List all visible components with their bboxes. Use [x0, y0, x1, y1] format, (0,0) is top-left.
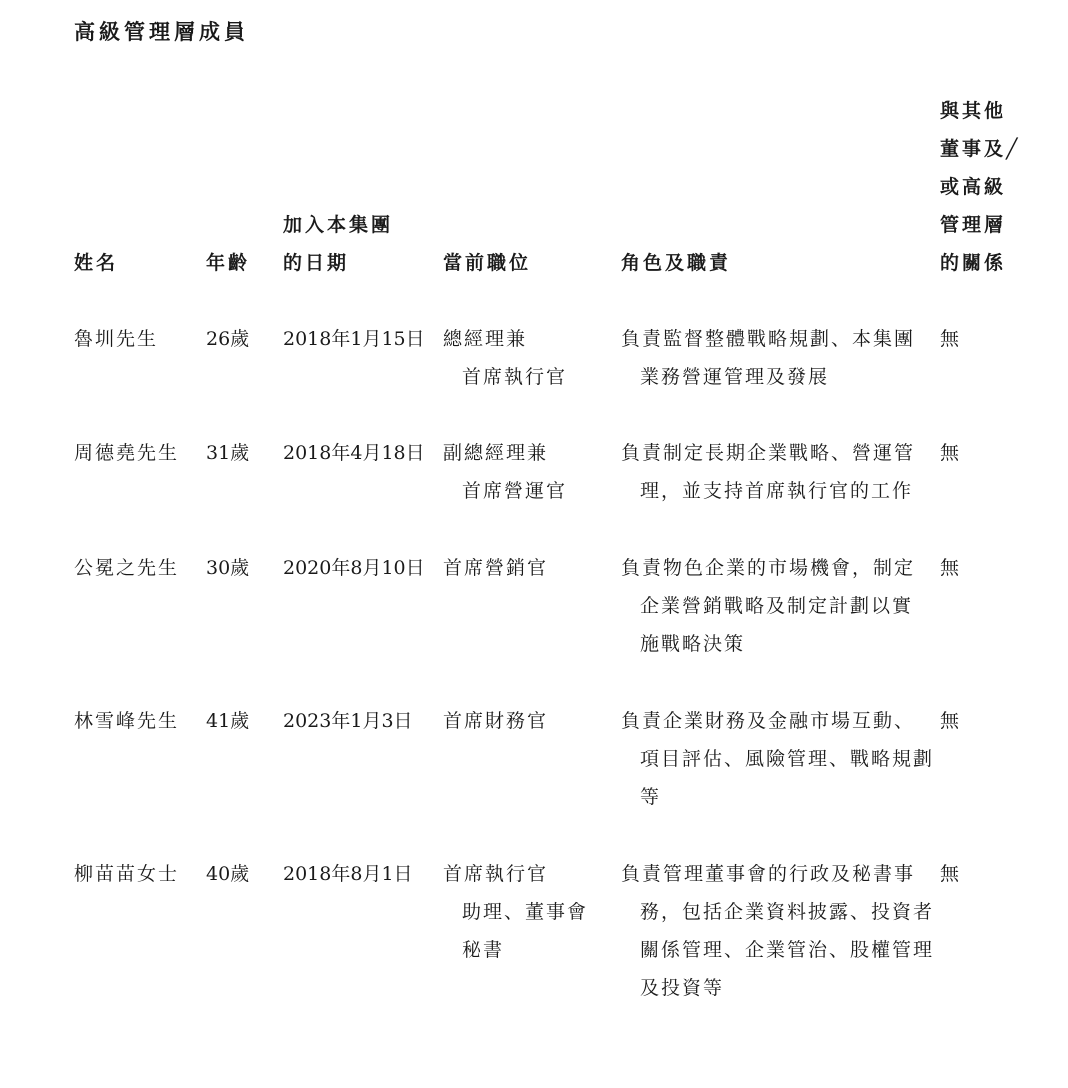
member-position: 總經理兼 首席執行官: [443, 328, 568, 388]
member-position: 首席營銷官: [443, 557, 549, 579]
header-position: 當前職位: [443, 252, 532, 274]
member-age: 31歲: [206, 442, 250, 464]
member-role: 負責物色企業的市場機會，制定 企業營銷戰略及制定計劃以實 施戰略決策: [621, 557, 916, 655]
member-age: 30歲: [206, 557, 250, 579]
header-age: 年齡: [206, 252, 251, 274]
member-position: 首席財務官: [443, 710, 549, 732]
header-role: 角色及職責: [621, 252, 732, 274]
member-relationship: 無: [940, 557, 962, 579]
member-relationship: 無: [940, 863, 962, 885]
member-name: 柳苗苗女士: [74, 863, 180, 885]
member-role: 負責監督整體戰略規劃、本集團 業務營運管理及發展: [621, 328, 916, 388]
member-join-date: 2018年8月1日: [283, 863, 413, 885]
header-name: 姓名: [74, 252, 119, 274]
member-join-date: 2018年1月15日: [283, 328, 425, 350]
header-relationship: 與其他 董事及╱ 或高級 管理層 的關係: [940, 100, 1021, 274]
member-name: 林雪峰先生: [74, 710, 180, 732]
member-name: 周德堯先生: [74, 442, 180, 464]
member-join-date: 2018年4月18日: [283, 442, 425, 464]
member-relationship: 無: [940, 710, 962, 732]
member-age: 41歲: [206, 710, 250, 732]
header-join-date: 加入本集團 的日期: [283, 214, 394, 274]
member-age: 40歲: [206, 863, 250, 885]
member-name: 公冕之先生: [74, 557, 180, 579]
member-name: 魯圳先生: [74, 328, 159, 350]
member-role: 負責管理董事會的行政及秘書事 務，包括企業資料披露、投資者 關係管理、企業管治、股權管理 及投資等: [621, 863, 935, 999]
member-relationship: 無: [940, 442, 962, 464]
member-relationship: 無: [940, 328, 962, 350]
member-position: 副總經理兼 首席營運官: [443, 442, 568, 502]
member-age: 26歲: [206, 328, 250, 350]
member-join-date: 2023年1月3日: [283, 710, 413, 732]
member-position: 首席執行官 助理、董事會 秘書: [443, 863, 589, 961]
page-title: 高級管理層成員: [74, 20, 249, 44]
member-join-date: 2020年8月10日: [283, 557, 425, 579]
member-role: 負責企業財務及金融市場互動、 項目評估、風險管理、戰略規劃 等: [621, 710, 935, 808]
member-role: 負責制定長期企業戰略、營運管 理，並支持首席執行官的工作: [621, 442, 916, 502]
